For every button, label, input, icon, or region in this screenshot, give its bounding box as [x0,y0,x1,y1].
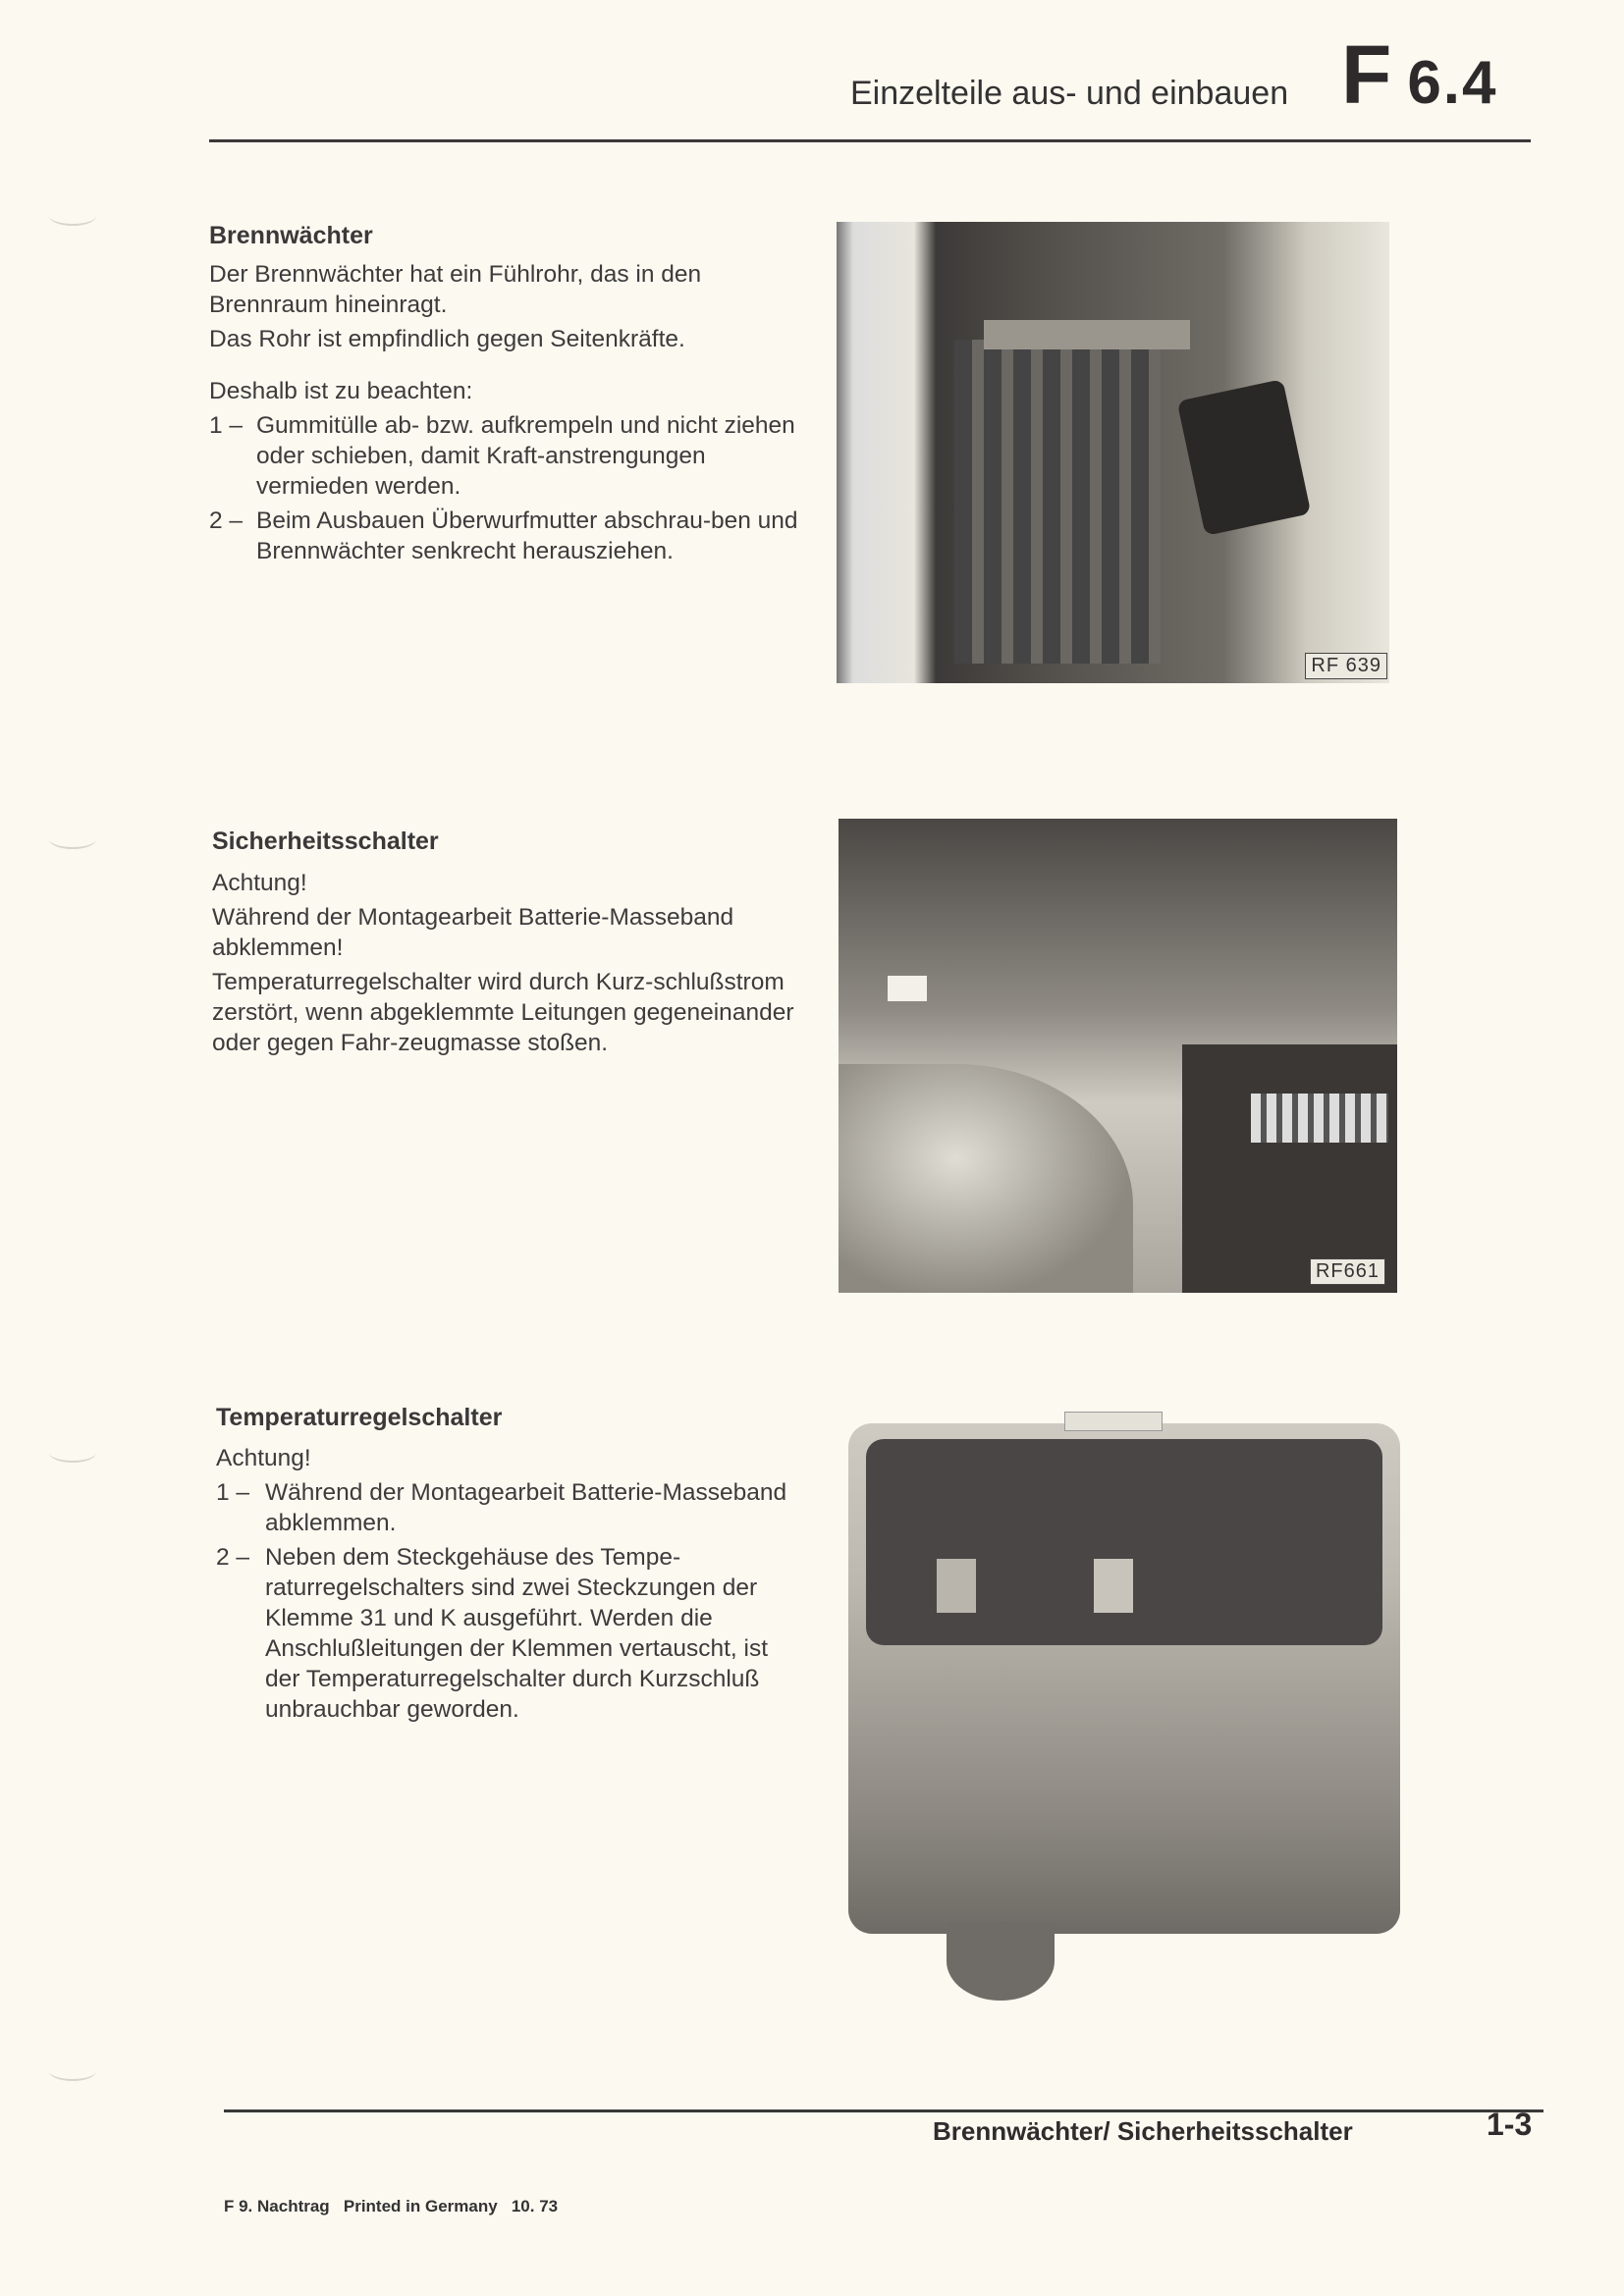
header-title: Einzelteile aus- und einbauen [850,75,1289,112]
punch-hole-mark [49,829,96,849]
footer-title: Brennwächter/ Sicherheitsschalter [933,2116,1353,2146]
page-number: 1-3 [1487,2107,1533,2142]
list-number: 1 – [216,1479,250,1506]
section-number: 6.4 [1407,49,1498,117]
list-text: Neben dem Steckgehäuse des Tempe-raturregelschalters sind zwei Steckzungen der Klemme 31 und K ausgeführt. Werden die Anschlußleitungen der Klemmen vertauscht, ist der Temperaturregelschalter durch Kurzschluß unbrauchbar geworden. [265,1544,769,1723]
list-item [209,410,798,502]
section-heading-temperaturregelschalter: Temperaturregelschalter [216,1404,503,1431]
list-number: 2 – [209,507,244,534]
section-letter: F [1341,28,1394,121]
photo-brennwaechter [837,222,1389,683]
photo-sicherheitsschalter [839,819,1397,1293]
section-body-temperaturregelschalter [216,1443,805,1725]
paragraph: Deshalb ist zu beachten: [209,378,473,404]
list-text: Gummitülle ab- bzw. aufkrempeln und nicht ziehen oder schieben, damit Kraft-anstrengungen vermieden werden. [256,412,795,500]
punch-hole-mark [49,1443,96,1463]
footer-rule [224,2109,1543,2112]
paragraph: Das Rohr ist empfindlich gegen Seitenkräfte. [209,326,685,352]
paragraph: Achtung! [212,870,307,896]
photo-temperaturregelschalter [848,1412,1400,2025]
section-body-sicherheitsschalter [212,868,801,1062]
header-rule [209,139,1531,142]
paragraph: Temperaturregelschalter wird durch Kurz-schlußstrom zerstört, wenn abgeklemmte Leitungen gegeneinander oder gegen Fahr-zeugmasse stoßen. [212,969,794,1056]
section-code [1341,27,1498,123]
list-number: 2 – [216,1544,250,1571]
section-heading-sicherheitsschalter: Sicherheitsschalter [212,828,439,855]
list-item [216,1477,805,1538]
list-number: 1 – [209,412,244,439]
print-info: F 9. Nachtrag Printed in Germany 10. 73 [224,2197,559,2216]
list-text: Während der Montagearbeit Batterie-Masseband abklemmen. [265,1479,787,1536]
paragraph: Während der Montagearbeit Batterie-Masseband abklemmen! [212,904,734,961]
section-body-brennwaechter [209,259,798,566]
punch-hole-mark [49,2061,96,2081]
section-heading-brennwaechter: Brennwächter [209,222,373,249]
list-item [209,506,798,566]
paragraph: Achtung! [216,1445,311,1471]
paragraph: Der Brennwächter hat ein Fühlrohr, das in den Brennraum hineinragt. [209,261,702,318]
photo-label: RF 639 [1305,653,1387,679]
list-text: Beim Ausbauen Überwurfmutter abschrau-ben und Brennwächter senkrecht herausziehen. [256,507,798,564]
photo-label: RF661 [1310,1258,1385,1285]
list-item [216,1542,805,1725]
punch-hole-mark [49,206,96,226]
